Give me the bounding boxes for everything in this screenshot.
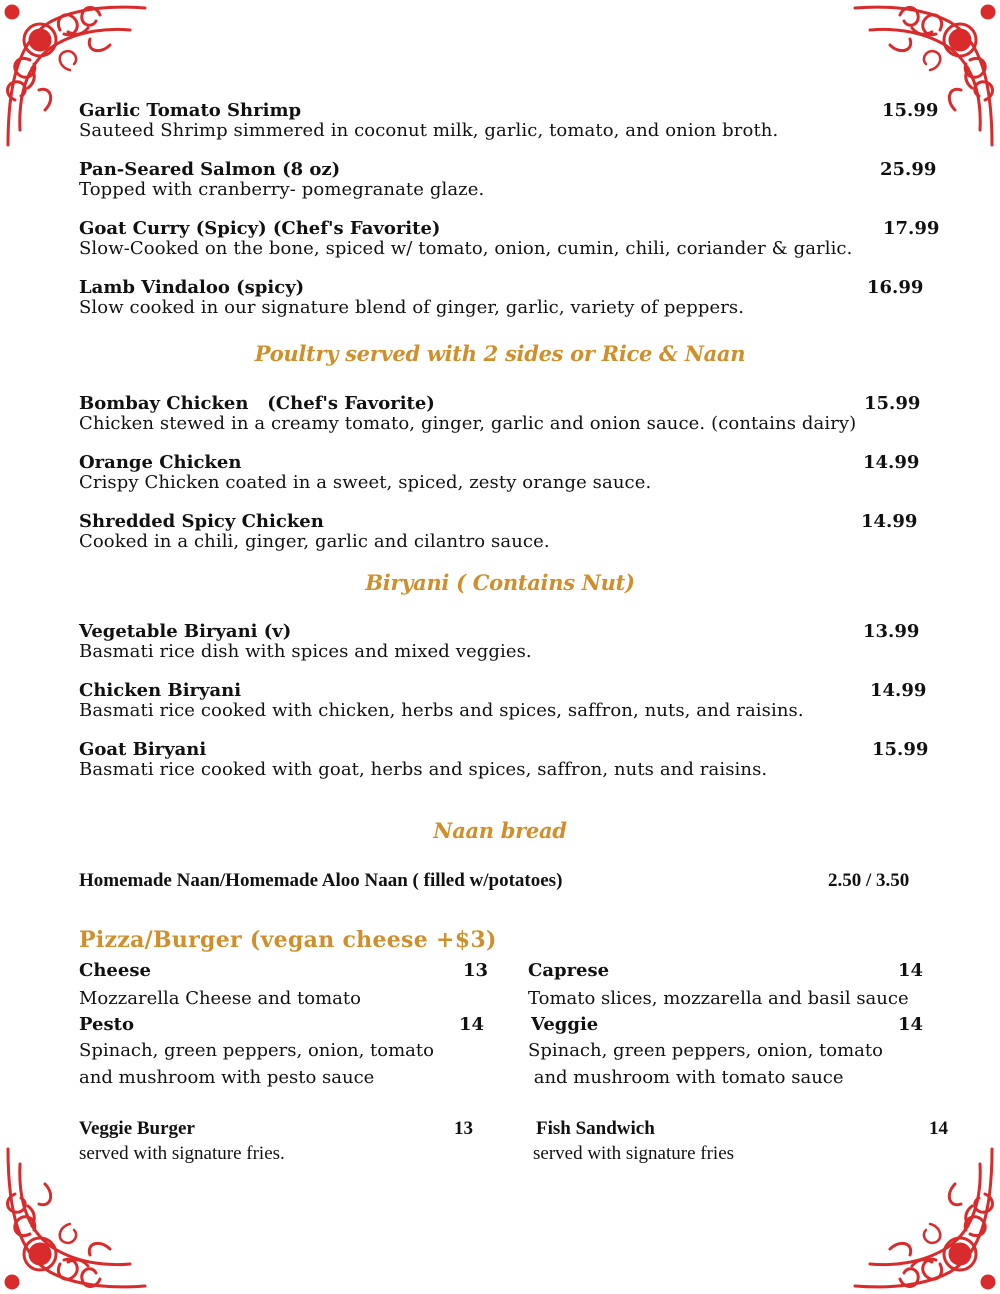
menu-item <box>79 960 489 1012</box>
item-description: served with signature fries. <box>79 1143 285 1164</box>
menu-item <box>79 219 939 259</box>
item-description: served with signature fries <box>533 1143 735 1164</box>
section-heading-poultry: Poultry served with 2 sides or Rice & Naan <box>254 341 746 366</box>
item-description: Slow-Cooked on the bone, spiced w/ tomato, onion, cumin, chili, coriander & garlic. <box>79 238 853 259</box>
item-price: 14.99 <box>870 680 927 701</box>
item-price: 14 <box>459 1014 485 1035</box>
menu-item <box>79 681 939 721</box>
item-name: Bombay Chicken (Chef's Favorite) <box>79 393 435 414</box>
menu-item <box>79 453 939 493</box>
item-name: Lamb Vindaloo (spicy) <box>79 277 305 298</box>
item-description: Spinach, green peppers, onion, tomato <box>528 1040 883 1061</box>
item-description: Topped with cranberry- pomegranate glaze. <box>79 179 485 200</box>
menu-item-naan <box>79 870 939 892</box>
item-description: Sauteed Shrimp simmered in coconut milk, garlic, tomato, and onion broth. <box>79 120 779 141</box>
menu-item <box>79 1118 489 1166</box>
menu-item <box>79 512 939 552</box>
menu-item <box>79 1014 489 1091</box>
item-price: 2.50 / 3.50 <box>828 870 910 891</box>
item-name: Shredded Spicy Chicken <box>79 511 324 532</box>
item-description: Basmati rice cooked with chicken, herbs and spices, saffron, nuts, and raisins. <box>79 700 804 721</box>
item-name: Cheese <box>79 960 151 981</box>
item-description: Mozzarella Cheese and tomato <box>79 988 361 1009</box>
item-description: Tomato slices, mozzarella and basil sauce <box>528 988 909 1009</box>
item-name: Veggie Burger <box>79 1118 195 1139</box>
item-description: and mushroom with pesto sauce <box>79 1067 375 1088</box>
item-name: Vegetable Biryani (v) <box>79 621 292 642</box>
menu-item <box>79 394 939 434</box>
item-name: Orange Chicken <box>79 452 242 473</box>
item-description: Crispy Chicken coated in a sweet, spiced, zesty orange sauce. <box>79 472 652 493</box>
section-heading-biryani: Biryani ( Contains Nut) <box>365 570 635 595</box>
item-price: 15.99 <box>872 739 929 760</box>
floral-corner-ornament-icon <box>850 1144 1000 1294</box>
item-price: 15.99 <box>882 100 939 121</box>
item-name: Pesto <box>79 1014 134 1035</box>
item-price: 25.99 <box>880 159 937 180</box>
item-price: 14.99 <box>863 452 920 473</box>
item-price: 14.99 <box>861 511 918 532</box>
item-description: Spinach, green peppers, onion, tomato <box>79 1040 434 1061</box>
item-price: 15.99 <box>864 393 921 414</box>
item-description: and mushroom with tomato sauce <box>528 1067 844 1088</box>
item-description: Chicken stewed in a creamy tomato, ginger, garlic and onion sauce. (contains dairy) <box>79 413 857 434</box>
menu-item <box>79 101 939 141</box>
menu-item <box>528 1014 948 1091</box>
section-heading-pizza: Pizza/Burger (vegan cheese +$3) <box>79 927 497 953</box>
item-name: Caprese <box>528 960 610 981</box>
menu-item <box>79 740 939 780</box>
item-price: 16.99 <box>867 277 924 298</box>
item-price: 13 <box>454 1118 473 1139</box>
item-description: Basmati rice dish with spices and mixed veggies. <box>79 641 532 662</box>
item-name: Goat Curry (Spicy) (Chef's Favorite) <box>79 218 441 239</box>
item-description: Basmati rice cooked with goat, herbs and spices, saffron, nuts and raisins. <box>79 759 768 780</box>
floral-corner-ornament-icon <box>0 1144 150 1294</box>
item-name: Veggie <box>531 1014 599 1035</box>
item-description: Slow cooked in our signature blend of ginger, garlic, variety of peppers. <box>79 297 745 318</box>
item-price: 14 <box>898 1014 924 1035</box>
item-name: Homemade Naan/Homemade Aloo Naan ( filled w/potatoes) <box>79 870 563 891</box>
menu-item <box>79 160 939 200</box>
menu-item <box>79 278 939 318</box>
item-price: 13.99 <box>863 621 920 642</box>
item-name: Goat Biryani <box>79 739 207 760</box>
item-price: 17.99 <box>883 218 940 239</box>
item-price: 14 <box>929 1118 948 1139</box>
item-description: Cooked in a chili, ginger, garlic and cilantro sauce. <box>79 531 550 552</box>
section-heading-naan: Naan bread <box>433 818 567 843</box>
item-name: Garlic Tomato Shrimp <box>79 100 302 121</box>
item-name: Pan-Seared Salmon (8 oz) <box>79 159 341 180</box>
menu-item <box>533 1118 953 1166</box>
item-name: Fish Sandwich <box>536 1118 655 1139</box>
item-name: Chicken Biryani <box>79 680 242 701</box>
item-price: 14 <box>898 960 924 981</box>
menu-item <box>79 622 939 662</box>
menu-item <box>528 960 948 1012</box>
item-price: 13 <box>463 960 489 981</box>
